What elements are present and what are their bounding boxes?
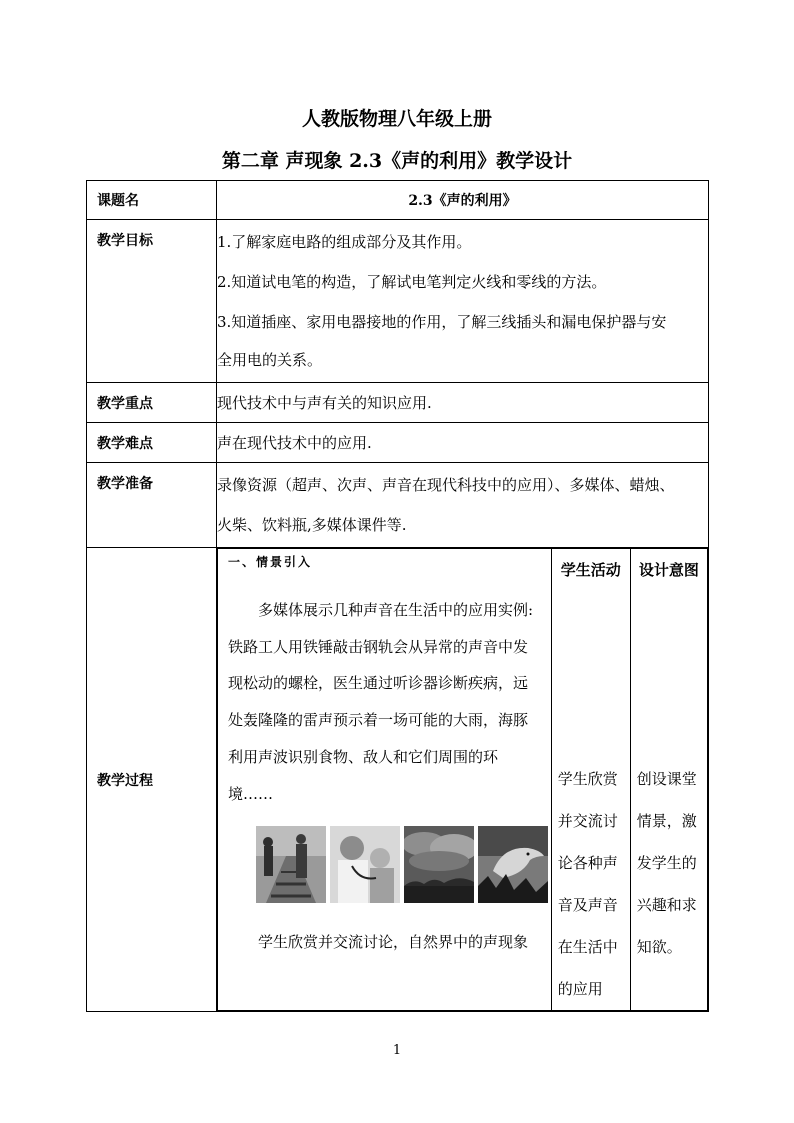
design-intent-header: 设计意图 <box>638 561 699 579</box>
paragraph-line: 利用声波识别食物、敌人和它们周围的环 <box>228 747 499 766</box>
photo-strip <box>218 812 551 916</box>
goals-label: 教学目标 <box>87 220 217 383</box>
activity-line: 论各种声 <box>557 854 618 872</box>
activity-line: 的应用 <box>557 980 603 998</box>
paragraph-line: 现松动的螺栓，医生通过听诊器诊断疾病，远 <box>228 674 529 693</box>
thunderstorm-photo <box>404 826 474 903</box>
activity-line: 并交流讨 <box>557 812 618 830</box>
section-title: 一、情景引入 <box>228 555 313 569</box>
activity-line: 学生欣赏 <box>557 770 618 788</box>
activity-line: 音及声音 <box>557 896 618 914</box>
closing-line: 学生欣赏并交流讨论，自然界中的声现象 <box>258 933 529 952</box>
paragraph-line: 多媒体展示几种声音在生活中的应用实例: <box>258 601 534 619</box>
topic-label: 课题名 <box>87 181 217 220</box>
preparation-line: 火柴、饮料瓶,多媒体课件等. <box>217 516 407 534</box>
difficulties-label: 教学难点 <box>87 423 217 463</box>
process-subtable <box>217 548 708 1011</box>
process-cell <box>217 548 709 1012</box>
doctor-stethoscope-photo <box>330 826 400 903</box>
process-paragraph <box>218 570 551 812</box>
activity-line: 在生活中 <box>557 938 618 956</box>
difficulties-value: 声在现代技术中的应用. <box>217 423 709 463</box>
process-main-column <box>218 549 552 1011</box>
preparation-label: 教学准备 <box>87 463 217 548</box>
paragraph-line: 境…… <box>228 784 274 803</box>
goal-item: 3.知道插座、家用电器接地的作用，了解三线插头和漏电保护器与安 <box>217 313 667 331</box>
intent-line: 兴趣和求 <box>636 896 697 914</box>
design-intent-text <box>631 580 707 968</box>
intent-line: 发学生的 <box>636 854 697 872</box>
process-label: 教学过程 <box>87 548 217 1012</box>
page-number: 1 <box>392 1043 402 1058</box>
student-activity-header: 学生活动 <box>560 561 621 579</box>
intent-line: 创设课堂 <box>636 770 697 788</box>
preparation-line: 录像资源（超声、次声、声音在现代科技中的应用）、多媒体、蜡烛、 <box>217 476 675 494</box>
goals-content <box>217 220 709 383</box>
key-points-label: 教学重点 <box>87 383 217 423</box>
page-title: 人教版物理八年级上册 <box>301 108 492 130</box>
page-subtitle: 第二章 声现象 2.3《声的利用》教学设计 <box>221 150 573 172</box>
intent-line: 情景，激 <box>636 812 697 830</box>
design-intent-column <box>630 549 707 1011</box>
goal-item: 全用电的关系。 <box>217 351 323 369</box>
goal-item: 2.知道试电笔的构造，了解试电笔判定火线和零线的方法。 <box>217 273 607 291</box>
dolphin-photo <box>478 826 548 903</box>
lesson-plan-table <box>86 180 709 1012</box>
intent-line: 知欲。 <box>636 938 682 956</box>
topic-value: 2.3《声的利用》 <box>217 181 709 220</box>
paragraph-line: 处轰隆隆的雷声预示着一场可能的大雨，海豚 <box>228 711 529 730</box>
key-points-value: 现代技术中与声有关的知识应用. <box>217 383 709 423</box>
student-activity-text <box>552 580 630 1010</box>
preparation-content <box>217 463 709 548</box>
student-activity-column <box>551 549 630 1011</box>
goal-item: 1.了解家庭电路的组成部分及其作用。 <box>217 233 472 251</box>
paragraph-line: 铁路工人用铁锤敲击钢轨会从异常的声音中发 <box>228 637 529 656</box>
railway-worker-photo <box>256 826 326 903</box>
